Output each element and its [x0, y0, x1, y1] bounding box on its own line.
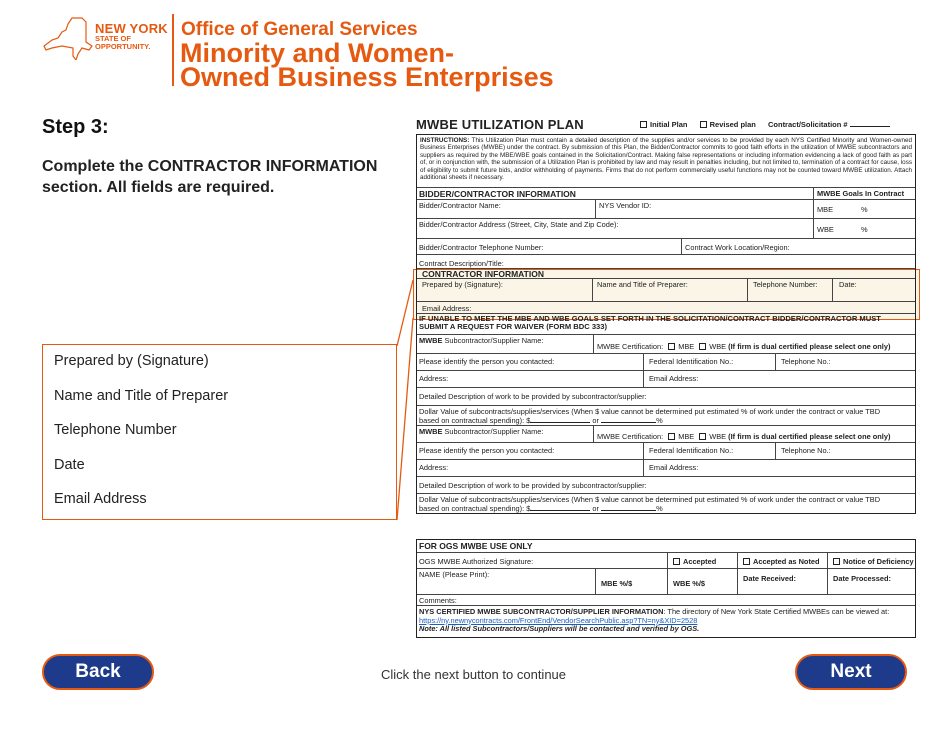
step-description: Complete the CONTRACTOR INFORMATION section. All fields are required.: [42, 158, 378, 196]
directory-link[interactable]: https://ny.newnycontracts.com/FrontEnd/VendorSearchPublic.asp?TN=ny&XID=2528: [419, 615, 698, 625]
field-name-title: Name and Title of Preparer: [54, 388, 229, 404]
work-location-field[interactable]: Contract Work Location/Region:: [685, 243, 790, 252]
subcontractor-1-address-row[interactable]: Address: Email Address:: [417, 370, 915, 387]
field-date: Date: [54, 457, 85, 473]
contractor-info-row: [417, 278, 915, 301]
required-fields-box: [42, 344, 397, 520]
contractor-email-row: [417, 301, 915, 313]
initial-plan-option[interactable]: Initial Plan: [640, 120, 688, 129]
form-table: [416, 134, 916, 514]
subcontractor-2-name-row[interactable]: MWBE Subcontractor/Supplier Name: MWBE Certification: MBE WBE (If firm is dual certified please select one only): [417, 425, 915, 442]
ogs-name-row[interactable]: NAME (Please Print): MBE %/$ WBE %/$ Date Received: Date Processed:: [417, 568, 915, 594]
sub2-wbe-checkbox[interactable]: [699, 433, 706, 440]
field-email: Email Address: [54, 491, 147, 507]
notice-deficiency-option[interactable]: Notice of Deficiency: [831, 556, 917, 568]
subcontractor-1-certification: MWBE Certification: MBE WBE (If firm is dual certified please select one only): [597, 342, 891, 351]
subcontractor-2-contact-row[interactable]: Please identify the person you contacted: Federal Identification No.: Telephone No.:: [417, 442, 915, 459]
vendor-id-field[interactable]: NYS Vendor ID:: [599, 201, 652, 210]
ogs-signature-row[interactable]: OGS MWBE Authorized Signature: Accepted Accepted as Noted Notice of Deficiency: [417, 552, 915, 568]
continue-hint: Click the next button to continue: [381, 667, 567, 682]
subcontractor-1-dollar-row[interactable]: Dollar Value of subcontracts/supplies/services (When $ value cannot be determined put estimated % of work under the contract or value TBD based on contractual spending): $ or %: [417, 405, 915, 425]
nys-wordmark: NEW YORK STATE OF OPPORTUNITY.: [95, 21, 168, 51]
ogs-header-row: FOR OGS MWBE USE ONLY: [419, 541, 533, 551]
sub1-mbe-checkbox[interactable]: [668, 343, 675, 350]
revised-plan-checkbox[interactable]: [700, 121, 707, 128]
contract-number-field[interactable]: Contract/Solicitation #: [768, 120, 890, 129]
date-field[interactable]: Date:: [839, 280, 857, 289]
accepted-noted-checkbox[interactable]: [743, 558, 750, 565]
subcontractor-1-name-row[interactable]: MWBE Subcontractor/Supplier Name: MWBE Certification: MBE WBE (If firm is dual certified please select one only): [417, 334, 915, 353]
bidder-address-row[interactable]: Bidder/Contractor Address (Street, City, State and Zip Code): WBE %: [417, 218, 915, 238]
nys-map-logo: [42, 16, 94, 60]
name-title-field[interactable]: Name and Title of Preparer:: [597, 280, 688, 289]
telephone-field[interactable]: Telephone Number:: [753, 280, 818, 289]
subcontractor-1-description-row[interactable]: Detailed Description of work to be provided by subcontractor/supplier:: [417, 387, 915, 405]
subcontractor-2-address-row[interactable]: Address: Email Address:: [417, 459, 915, 476]
bidder-phone-row[interactable]: Bidder/Contractor Telephone Number: Contract Work Location/Region:: [417, 238, 915, 254]
field-prepared-by: Prepared by (Signature): [54, 353, 209, 369]
field-telephone: Telephone Number: [54, 422, 177, 438]
instructions-row: INSTRUCTIONS: This Utilization Plan must contain a detailed description of the supplies and/or services to be provided by each NYS Certified Minority and Women-owned Business Enterprises (MWBE) under the contract. By submission of this Plan, the Bidder/Contractor commits to good faith efforts in the utilization of MWBE subcontractors and suppliers as required by the MBE/WBE goals contained in the Solicitation/Contract. Making false representations or including information evidencing a lack of good faith as part of, or in conjunction with, the submission of a Utilization Plan is prohibited by law and may result in penalties including, but not limited to, termination of a contract for cause, loss of eligibility to submit future bids, and/or withholding of payments. Firms that do not perform commercially useful functions may not be counted toward MWBE utilization. Attach additional sheets if necessary.: [420, 137, 912, 182]
prepared-by-field[interactable]: Prepared by (Signature):: [422, 280, 503, 289]
ogs-use-only-table: [416, 539, 916, 638]
accepted-checkbox[interactable]: [673, 558, 680, 565]
bidder-section-header: BIDDER/CONTRACTOR INFORMATION MWBE Goals In Contract: [417, 187, 915, 199]
accepted-option[interactable]: Accepted: [671, 556, 737, 568]
bidder-name-row[interactable]: Bidder/Contractor Name: NYS Vendor ID: MBE %: [417, 199, 915, 218]
ogs-comments-row[interactable]: Comments:: [417, 594, 915, 605]
contract-description-row[interactable]: Contract Description/Title:: [417, 254, 915, 268]
subcontractor-2-description-row[interactable]: Detailed Description of work to be provided by subcontractor/supplier:: [417, 476, 915, 493]
contractor-section-header: CONTRACTOR INFORMATION: [417, 268, 915, 278]
sub1-wbe-checkbox[interactable]: [699, 343, 706, 350]
accepted-noted-option[interactable]: Accepted as Noted: [741, 556, 829, 568]
agency-name: Office of General Services: [181, 19, 418, 40]
subcontractor-1-contact-row[interactable]: Please identify the person you contacted: Federal Identification No.: Telephone No.:: [417, 353, 915, 370]
header-divider: [172, 14, 174, 86]
revised-plan-option[interactable]: Revised plan: [700, 120, 756, 129]
notice-deficiency-checkbox[interactable]: [833, 558, 840, 565]
form-title: MWBE UTILIZATION PLAN: [416, 117, 584, 132]
subcontractor-2-dollar-row[interactable]: Dollar Value of subcontracts/supplies/services (When $ value cannot be determined put estimated % of work under the contract or value TBD based on contractual spending): $ or %: [417, 493, 915, 513]
sub2-mbe-checkbox[interactable]: [668, 433, 675, 440]
subcontractor-2-certification: MWBE Certification: MBE WBE (If firm is dual certified please select one only): [597, 432, 891, 441]
step-title: Step 3:: [42, 116, 109, 138]
email-field[interactable]: Email Address:: [422, 304, 472, 313]
program-title-line1: Minority and Women-: [180, 38, 454, 68]
initial-plan-checkbox[interactable]: [640, 121, 647, 128]
program-title-line2: Owned Business Enterprises: [180, 62, 554, 92]
back-button[interactable]: Back: [42, 654, 154, 690]
next-button[interactable]: Next: [795, 654, 907, 690]
ogs-directory-row: NYS CERTIFIED MWBE SUBCONTRACTOR/SUPPLIER INFORMATION: The directory of New York State Certified MWBEs can be viewed at: https://ny.newnycontracts.com/FrontEnd/VendorSearchPublic.asp?TN=ny&XID=2528 Note: All listed Subcontractors/Suppliers will be contacted and verified by OGS.: [417, 605, 915, 637]
waiver-notice-row: IF UNABLE TO MEET THE MBE AND WBE GOALS SET FORTH IN THE SOLICITATION/CONTRACT BIDDER/CONTRACTOR MUST SUBMIT A REQUEST FOR WAIVER (FORM BDC 333): [417, 313, 915, 334]
plan-type-options: [640, 120, 900, 129]
